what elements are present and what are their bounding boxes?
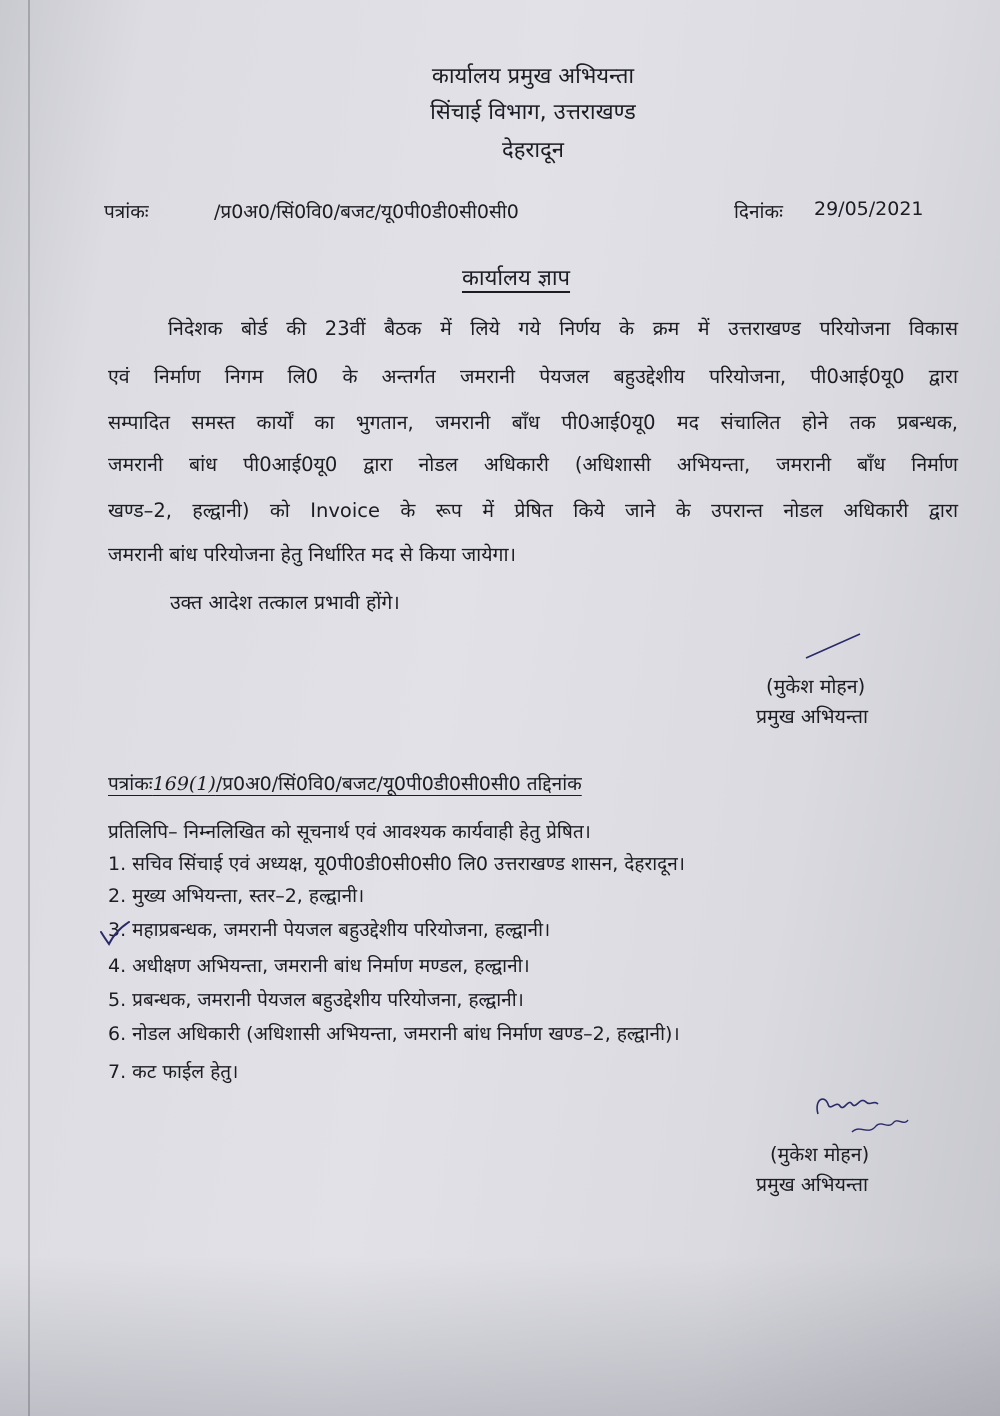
city-name: देहरादून: [502, 138, 564, 163]
copy-intro: प्रतिलिपि– निम्नलिखित को सूचनार्थ एवं आवश्यक कार्यवाही हेतु प्रेषित।: [108, 821, 591, 843]
endorsement-reference: [108, 770, 582, 796]
photo-shadow: [0, 1256, 1000, 1416]
recipient-item: 2. मुख्य अभियन्ता, स्तर–2, हल्द्वानी।: [108, 885, 365, 907]
endorsement-label: पत्रांकः: [108, 773, 153, 795]
body-line: सम्पादित समस्त कार्यों का भुगतान, जमरानी बाँध पी0आई0यू0 मद संचालित होने तक प्रबन्धक,: [108, 411, 958, 434]
body-line: जमरानी बांध परियोजना हेतु निर्धारित मद से किया जायेगा।: [108, 543, 516, 566]
date-label: दिनांकः: [734, 201, 783, 223]
signatory-name: (मुकेश मोहन): [766, 675, 866, 698]
signature-stroke-1: [800, 630, 870, 664]
handwritten-number: 169(1): [152, 773, 216, 795]
date-value: 29/05/2021: [814, 198, 924, 220]
department-name: सिंचाई विभाग, उत्तराखण्ड: [430, 100, 636, 125]
endorsement-rest: /प्र0अ0/सिं0वि0/बजट/यू0पी0डी0सी0सी0 तद्दिनांक: [215, 773, 582, 795]
body-line: खण्ड–2, हल्द्वानी) को Invoice के रूप में प्रेषित किये जाने के उपरान्त नोडल अधिकारी द्वारा: [108, 499, 958, 522]
closing-line: उक्त आदेश तत्काल प्रभावी होंगे।: [170, 591, 400, 614]
reference-label: पत्रांकः: [104, 201, 149, 223]
recipient-item: 4. अधीक्षण अभियन्ता, जमरानी बांध निर्माण मण्डल, हल्द्वानी।: [108, 955, 530, 977]
signatory-name: (मुकेश मोहन): [770, 1143, 870, 1166]
tick-mark-icon: [98, 918, 132, 948]
recipient-item: 3. महाप्रबन्धक, जमरानी पेयजल बहुउद्देशीय परियोजना, हल्द्वानी।: [108, 919, 551, 941]
memo-title: कार्यालय ज्ञाप: [462, 266, 571, 291]
page-fold-line: [28, 0, 30, 1416]
body-line: निदेशक बोर्ड की 23वीं बैठक में लिये गये निर्णय के क्रम में उत्तराखण्ड परियोजना विकास: [168, 317, 958, 340]
signatory-designation: प्रमुख अभियन्ता: [756, 705, 869, 728]
body-line: जमरानी बांध पी0आई0यू0 द्वारा नोडल अधिकारी (अधिशासी अभियन्ता, जमरानी बाँध निर्माण: [108, 453, 958, 476]
recipient-item: 7. कट फाईल हेतु।: [108, 1061, 239, 1083]
recipient-item: 6. नोडल अधिकारी (अधिशासी अभियन्ता, जमरानी बांध निर्माण खण्ड–2, हल्द्वानी)।: [108, 1023, 680, 1045]
recipient-item: 5. प्रबन्धक, जमरानी पेयजल बहुउद्देशीय परियोजना, हल्द्वानी।: [108, 989, 524, 1011]
reference-number: /प्र0अ0/सिं0वि0/बजट/यू0पी0डी0सी0सी0: [214, 201, 519, 223]
signatory-designation: प्रमुख अभियन्ता: [756, 1173, 869, 1196]
handwritten-signature: [808, 1086, 918, 1148]
body-line: एवं निर्माण निगम लि0 के अन्तर्गत जमरानी पेयजल बहुउद्देशीय परियोजना, पी0आई0यू0 द्वारा: [108, 365, 958, 388]
recipient-item: 1. सचिव सिंचाई एवं अध्यक्ष, यू0पी0डी0सी0सी0 लि0 उत्तराखण्ड शासन, देहरादून।: [108, 853, 685, 875]
office-title: कार्यालय प्रमुख अभियन्ता: [431, 64, 635, 89]
